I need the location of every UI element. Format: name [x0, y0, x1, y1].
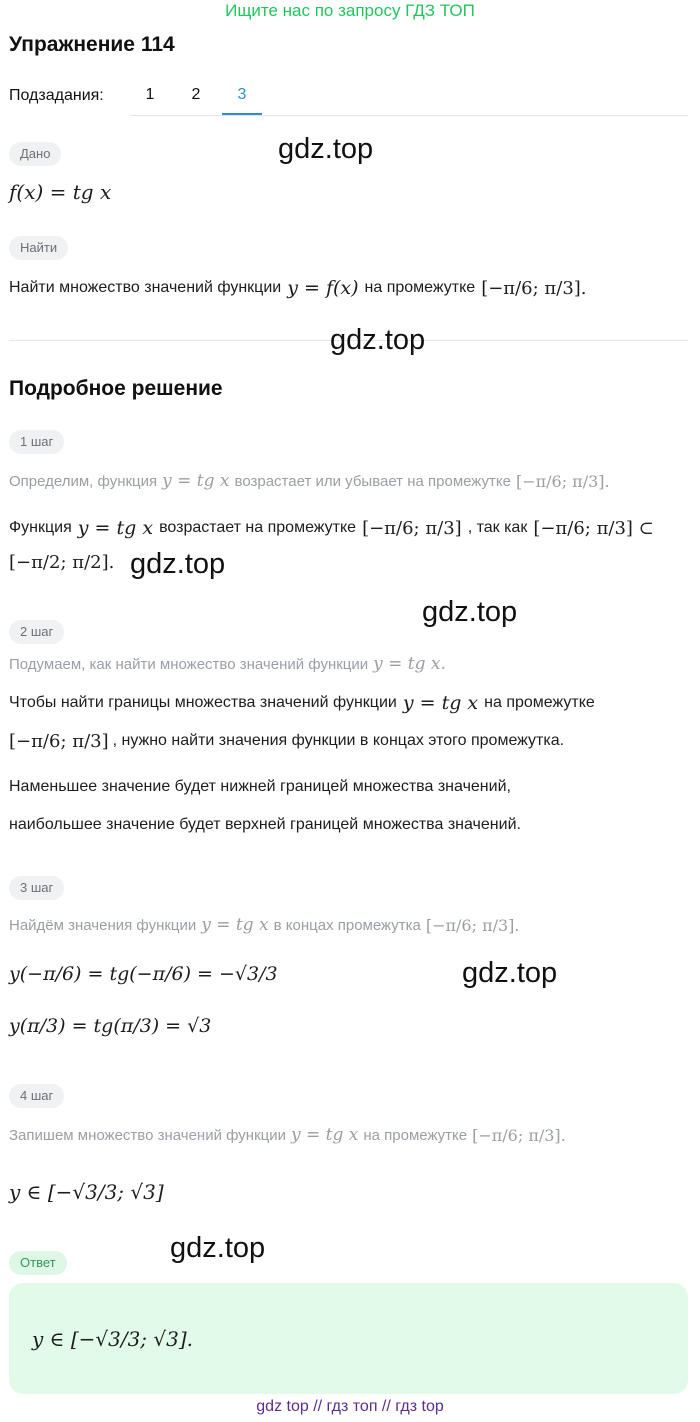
step-1-line-2: [−π/2; π/2].	[9, 552, 115, 573]
step-2-badge: 2 шаг	[9, 620, 64, 644]
step-4-hint-before: Запишем множество значений функции	[9, 1126, 286, 1144]
find-text-before: Найти множество значений функции	[9, 279, 282, 296]
step-3-hint-formula: y = tg x	[201, 915, 269, 935]
step-2-line-1-before: Чтобы найти границы множества значений функции	[9, 694, 397, 711]
step-3-equation-1: y(−π/6) = tg(−π/6) = −√3/3	[9, 963, 278, 985]
answer-badge: Ответ	[9, 1251, 67, 1275]
step-1-line-1-after: , так как	[467, 519, 528, 536]
tab-1[interactable]: 1	[145, 86, 155, 103]
step-2-line-3: Наменьшее значение будет нижней границей множества значений,	[9, 778, 511, 795]
given-formula: f(x) = tg x	[9, 180, 112, 204]
step-3-hint-interval: [−π/6; π/3].	[425, 915, 520, 935]
step-3-badge: 3 шаг	[9, 876, 64, 900]
search-banner: Ищите нас по запросу ГДЗ ТОП	[225, 1, 475, 20]
subtask-tabs	[130, 75, 688, 116]
step-1-line-1-interval-2: [−π/6; π/3] ⊂	[533, 517, 654, 539]
watermark: gdz.top	[130, 548, 226, 580]
watermark: gdz.top	[170, 1232, 266, 1264]
step-2-line-2-after: , нужно найти значения функции в концах этого промежутка.	[112, 732, 565, 749]
step-2-line-1	[9, 690, 595, 716]
subtasks-label: Подзадания:	[9, 87, 104, 104]
step-1-badge: 1 шаг	[9, 430, 64, 454]
find-badge: Найти	[9, 236, 68, 260]
tab-3[interactable]: 3	[237, 86, 247, 103]
watermark: gdz.top	[330, 324, 426, 356]
step-1-hint	[9, 466, 610, 496]
step-2-hint-before: Подумаем, как найти множество значений функции	[9, 655, 369, 673]
step-1-line-1-interval: [−π/6; π/3]	[362, 517, 462, 539]
watermark: gdz.top	[422, 596, 518, 628]
find-formula: y = f(x)	[287, 277, 359, 299]
watermark: gdz.top	[278, 133, 374, 165]
exercise-title: Упражнение 114	[9, 33, 175, 56]
step-2-line-4: наибольшее значение будет верхней границей множества значений.	[9, 816, 521, 833]
step-1-line-1-formula: y = tg x	[77, 517, 154, 539]
step-4-hint-interval: [−π/6; π/3].	[472, 1125, 566, 1145]
step-1-hint-after: возрастает или убывает на промежутке	[234, 472, 511, 490]
step-2-hint-formula: y = tg x.	[373, 654, 446, 674]
footer-links[interactable]: gdz top // гдз топ // гдз top	[256, 1398, 444, 1415]
step-2-line-1-formula: y = tg x	[402, 692, 479, 714]
step-1-line-1-before: Функция	[9, 519, 72, 536]
step-1-hint-interval: [−π/6; π/3].	[515, 471, 610, 491]
step-4-result: y ∈ [−√3/3; √3]	[9, 1180, 164, 1204]
find-line	[9, 268, 587, 308]
step-2-hint	[9, 652, 446, 676]
tab-2[interactable]: 2	[191, 86, 201, 103]
step-1-hint-before: Определим, функция	[9, 472, 158, 490]
step-2-line-1-after: на промежутке	[484, 694, 595, 711]
step-3-equation-2: y(π/3) = tg(π/3) = √3	[9, 1015, 212, 1037]
step-2-line-2	[9, 722, 564, 760]
find-interval: [−π/6; π/3].	[481, 277, 587, 299]
find-text-after: на промежутке	[364, 279, 476, 296]
given-badge: Дано	[9, 142, 61, 166]
step-4-badge: 4 шаг	[9, 1084, 64, 1108]
step-1-line-1	[9, 508, 654, 548]
step-4-hint	[9, 1120, 566, 1150]
step-3-hint-before: Найдём значения функции	[9, 916, 197, 934]
answer-box	[9, 1283, 688, 1394]
step-4-hint-formula: y = tg x	[291, 1125, 359, 1145]
step-4-hint-after: на промежутке	[363, 1126, 468, 1144]
answer-result: y ∈ [−√3/3; √3].	[32, 1327, 194, 1351]
step-1-line-1-mid: возрастает на промежутке	[159, 519, 357, 536]
solution-title: Подробное решение	[9, 377, 223, 400]
step-2-line-2-interval: [−π/6; π/3]	[9, 730, 109, 752]
active-tab-indicator	[222, 113, 262, 115]
step-3-hint	[9, 910, 519, 940]
watermark: gdz.top	[462, 957, 558, 989]
step-1-hint-formula: y = tg x	[162, 471, 230, 491]
step-3-hint-after: в концах промежутка	[273, 916, 421, 934]
